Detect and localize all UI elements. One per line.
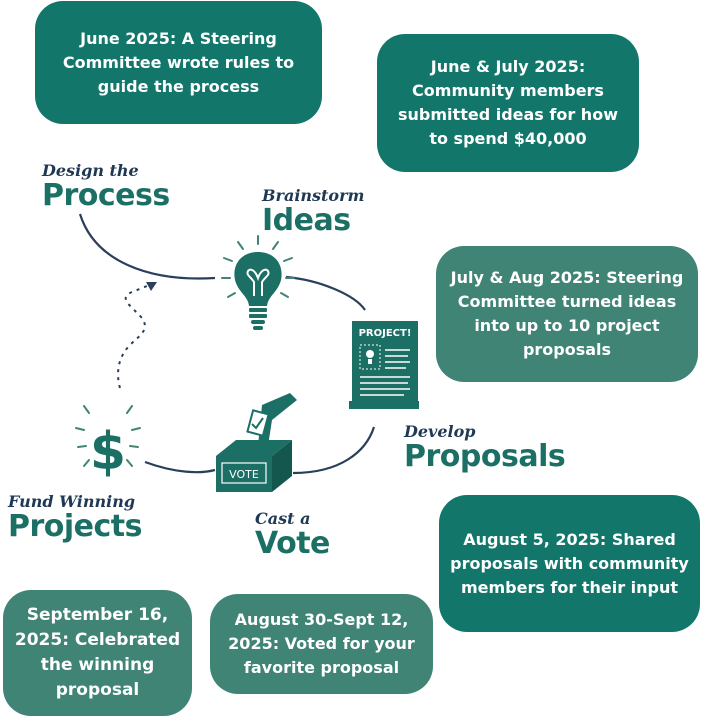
stage-cast-vote	[255, 511, 330, 559]
dollar-sign-icon	[76, 406, 140, 482]
poster-heading: PROJECT!	[358, 328, 412, 339]
dollar-glyph: $	[89, 422, 127, 482]
connector-fund-design	[118, 284, 152, 388]
timeline-text: June & July 2025: Community members submitted ideas for how to spend $40,000	[398, 57, 618, 148]
connector-develop-vote	[293, 427, 374, 473]
stage-title: Projects	[8, 509, 143, 544]
connector-brainstorm-develop	[286, 277, 365, 310]
stage-subtitle: Cast a	[255, 509, 311, 528]
ballot-box-icon	[216, 393, 297, 492]
timeline-text: August 30-Sept 12, 2025: Voted for your favorite proposal	[228, 610, 415, 677]
stage-subtitle: Fund Winning	[8, 492, 136, 511]
stage-subtitle: Design the	[42, 161, 139, 180]
timeline-text: June 2025: A Steering Committee wrote rules to guide the process	[62, 28, 295, 96]
stage-title: Process	[42, 178, 170, 213]
connector-design-brainstorm	[80, 214, 215, 278]
timeline-text: September 16, 2025: Celebrated the winning proposal	[14, 605, 181, 700]
stage-subtitle: Brainstorm	[262, 186, 365, 205]
stage-fund-projects	[8, 494, 142, 542]
stage-title: Ideas	[262, 203, 351, 238]
stage-title: Vote	[255, 526, 330, 561]
connector-vote-fund	[145, 462, 215, 472]
lightbulb-icon	[222, 236, 294, 330]
stage-brainstorm-ideas	[262, 188, 364, 236]
ballot-box-label: VOTE	[229, 468, 259, 481]
arrowhead-icon	[146, 282, 157, 291]
timeline-text: August 5, 2025: Shared proposals with community members for their input	[450, 529, 689, 597]
stage-title: Proposals	[404, 439, 566, 474]
stage-design-process	[42, 163, 170, 211]
timeline-text: July & Aug 2025: Steering Committee turned ideas into up to 10 project proposals	[450, 268, 684, 359]
stage-subtitle: Develop	[404, 422, 476, 441]
project-poster-icon	[349, 321, 419, 409]
stage-develop-proposals	[404, 424, 565, 472]
